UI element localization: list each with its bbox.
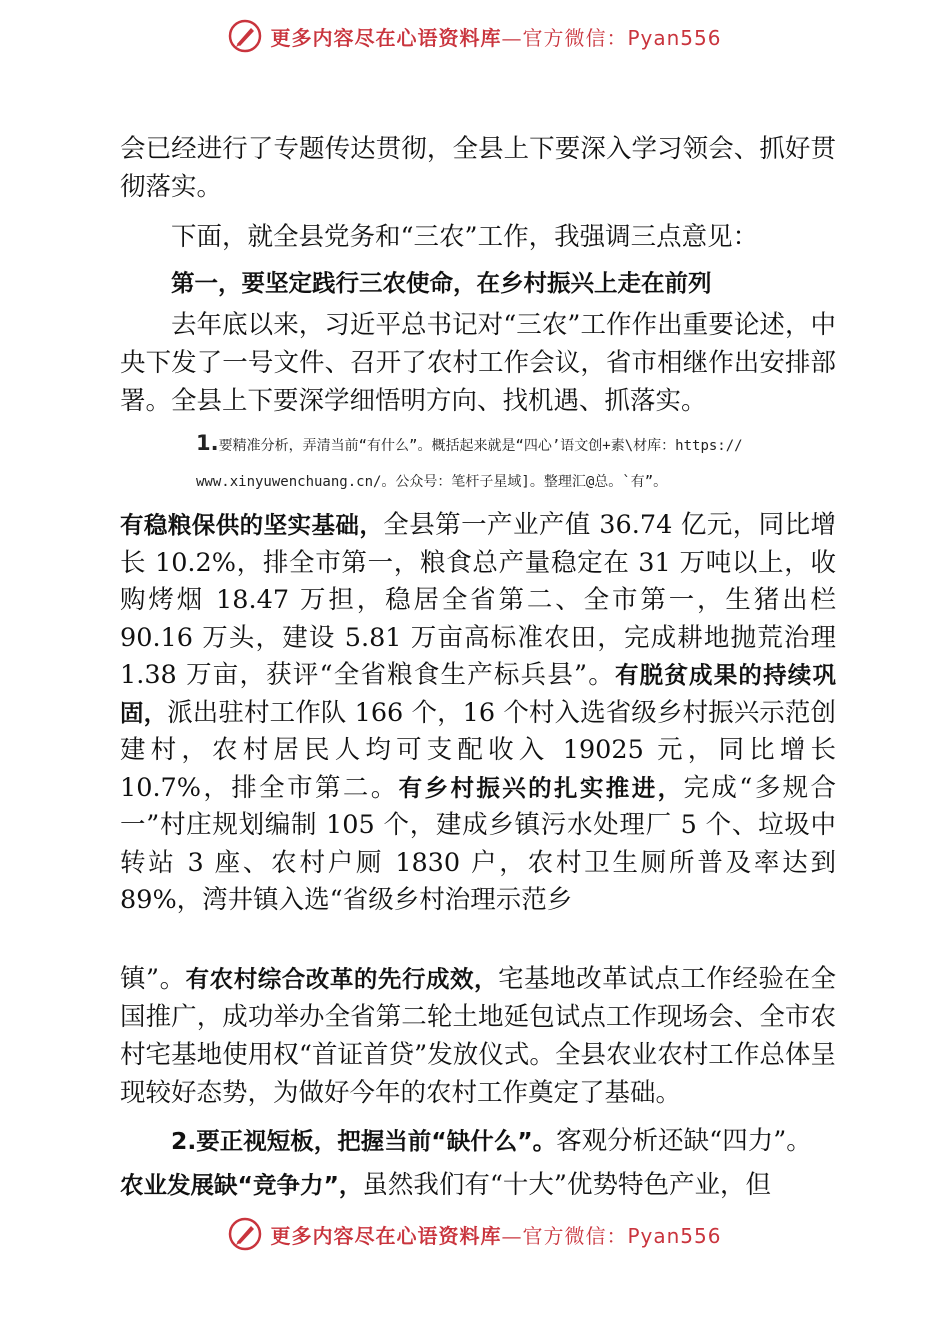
bold-phrase-poverty: 有脱贫成果的持续巩固， — [120, 661, 837, 727]
paragraph-opening: 会已经进行了专题传达贯彻，全县上下要深入学习领会、抓好贯彻落实。 — [120, 134, 836, 202]
text-reform: 宅基地改革试点工作经验在全国推广，成功举办全省第二轮土地延包试点工作现场会、全市农村宅基地使用权“首证首贷”发放仪式。全县农业农村工作总体呈现较好态势，为做好今年的农村工作奠定了基础。 — [120, 963, 836, 1108]
bold-phrase-grain: 有稳粮保供的坚实基础， — [120, 511, 384, 539]
bold-phrase-reform: 有农村综合改革的先行成效， — [185, 964, 499, 993]
text-competitiveness: 虽然我们有“十大”优势特色产业，但 — [362, 1169, 771, 1200]
document-body — [120, 130, 836, 1204]
paragraph-shortcomings — [120, 1122, 836, 1160]
note-line-2: www.xinyuwenchuang.cn/。公众号：笔杆子星域]。整理汇@总。`有”。 — [196, 474, 668, 490]
paragraph-competitiveness — [120, 1166, 836, 1204]
paragraph-intro: 下面，就全县党务和“三农”工作，我强调三点意见： — [171, 222, 759, 252]
text-continuation: 镇”。 — [120, 963, 186, 994]
banner-text: 更多内容尽在心语资料库—官方微信：Pyan556 — [270, 1223, 722, 1248]
bold-phrase-revitalization: 有乡村振兴的扎实推进， — [398, 773, 684, 802]
bold-item-2: 2.要正视短板，把握当前“缺什么”。 — [171, 1126, 557, 1155]
text-grain: 全县第一产业产值 36.74 亿元，同比增长 10.2%，排全市第一，粮食总产量稳定在 31 万吨以上，收购烤烟 18.47 万担，稳居全省第二、全市第一，生猪出栏 90.16 万头，建设 5.81 万亩高标准农田，完成耕地抛荒治理 1.38 万亩，获评“全省粮食生产标兵县”。 — [120, 510, 837, 690]
watermark-note-line-2 — [120, 471, 836, 493]
bold-phrase-competitiveness: 农业发展缺“竞争力”， — [120, 1170, 363, 1199]
paragraph-reform — [120, 960, 836, 1112]
pen-logo-icon — [228, 19, 262, 53]
footer-banner — [0, 1212, 950, 1256]
section-heading-1: 第一，要坚定践行三农使命，在乡村振兴上走在前列 — [171, 269, 712, 297]
pen-logo-icon — [228, 1217, 262, 1251]
header-banner — [0, 14, 950, 58]
text-poverty: 派出驻村工作队 166 个，16 个村入选省级乡村振兴示范创建村，农村居民人均可支配收入 19025 元，同比增长 10.7%，排全市第二。 — [120, 697, 836, 803]
note-line-1: 要精准分析，弄清当前“有什么”。概括起来就是“四心’语文创+素\材库：https:// — [218, 438, 743, 454]
banner-text: 更多内容尽在心语资料库—官方微信：Pyan556 — [270, 25, 722, 50]
paragraph-achievements — [120, 507, 836, 920]
note-number: 1. — [196, 431, 219, 455]
watermark-note — [120, 432, 836, 457]
paragraph-background: 去年底以来，习近平总书记对“三农”工作作出重要论述，中央下发了一号文件、召开了农村工作会议，省市相继作出安排部署。全县上下要深学细悟明方向、找机遇、抓落实。 — [120, 310, 836, 416]
text-revitalization: 完成“多规合一”村庄规划编制 105 个，建成乡镇污水处理厂 5 个、垃圾中转站 3 座、农村户厕 1830 户，农村卫生厕所普及率达到 89%，湾井镇入选“省级乡村治理示范乡 — [120, 772, 836, 915]
text-item-2: 客观分析还缺“四力”。 — [556, 1125, 812, 1156]
